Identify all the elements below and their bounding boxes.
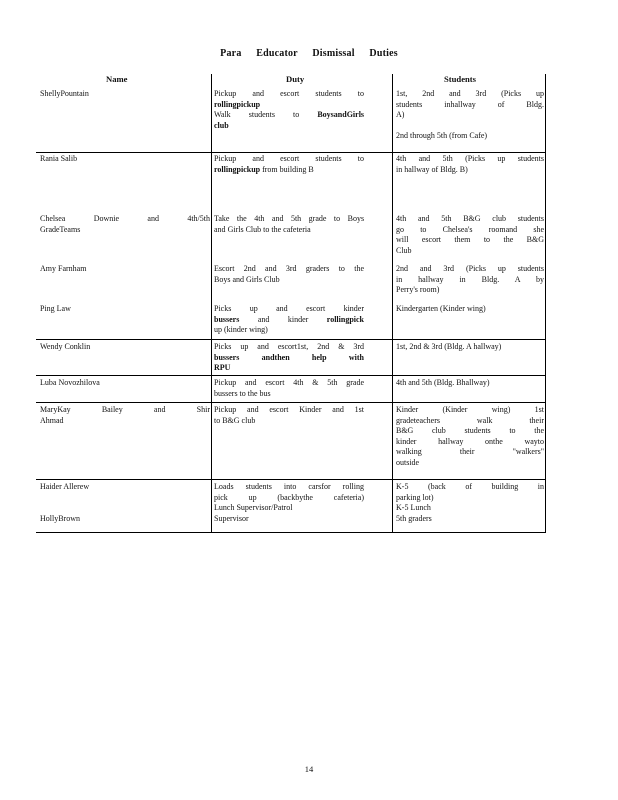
row-3-duty-cell	[214, 214, 364, 235]
row-9-students-cell	[396, 482, 544, 524]
row-6-students-cell	[396, 342, 544, 353]
duty-line: and Girls Club to the cafeteria	[214, 224, 311, 234]
row-2-students-cell	[396, 154, 544, 175]
students-line: in hallway in Bldg. A by	[396, 274, 544, 284]
row-8-students-cell	[396, 405, 544, 468]
duty-line: Pickup and escort students to	[214, 154, 364, 163]
students-line: 4th and 5th (Bldg. Bhallway)	[396, 378, 490, 387]
name-line	[40, 503, 210, 514]
duty-line: up (kinder wing)	[214, 325, 268, 334]
row-separator	[36, 339, 546, 340]
duty-line: bussers andthen help with	[214, 352, 364, 362]
name-line: ShellyPountain	[40, 89, 89, 98]
students-line: in hallway of Bldg. B)	[396, 164, 468, 174]
row-1-students-cell	[396, 89, 544, 142]
duty-line: RPU	[214, 363, 231, 372]
row-1-duty-cell	[214, 89, 364, 131]
duty-line: Picks up and escort kinder	[214, 304, 365, 313]
row-2-duty-cell	[214, 154, 364, 175]
students-line: kinder hallway onthe wayto	[396, 436, 544, 446]
duty-line: Pickup and escort Kinder and 1st	[214, 405, 364, 414]
page-title: Para Educator Dismissal Duties	[220, 48, 398, 59]
row-separator	[36, 402, 546, 403]
row-2-name-cell	[40, 154, 210, 165]
row-5-duty-cell	[214, 304, 364, 336]
name-line: Rania Salib	[40, 154, 78, 163]
students-line: Club	[396, 245, 412, 255]
row-5-students-cell	[396, 304, 544, 315]
name-line: Ping Law	[40, 304, 71, 313]
column-divider-2	[392, 74, 393, 533]
row-6-name-cell	[40, 342, 210, 353]
duty-line: Pickup and escort students to	[214, 89, 364, 98]
duty-line: rollingpickup	[214, 99, 261, 109]
column-divider-3	[545, 74, 546, 533]
name-line: Wendy Conklin	[40, 342, 91, 351]
name-line: Luba Novozhilova	[40, 378, 100, 387]
name-line: Haider Allerew	[40, 482, 90, 491]
row-9-duty-cell	[214, 482, 364, 524]
students-line: go to Chelsea's roomand she	[396, 224, 544, 234]
row-4-name-cell	[40, 264, 210, 275]
row-6-duty-cell	[214, 342, 364, 374]
header-name: Name	[106, 74, 128, 84]
students-line: K-5 (back of building in	[396, 482, 544, 491]
name-line: GradeTeams	[40, 224, 81, 234]
row-separator	[36, 479, 546, 480]
row-3-name-cell	[40, 214, 210, 235]
students-line: gradeteachers walk their	[396, 415, 544, 425]
duty-line: Supervisor	[214, 513, 249, 523]
header-duty: Duty	[286, 74, 305, 84]
duty-line: club	[214, 120, 229, 130]
duty-line: pick up (backbythe cafeteria)	[214, 492, 364, 502]
name-line: HollyBrown	[40, 513, 80, 523]
name-line	[40, 493, 210, 504]
duty-line: Pickup and escort 4th & 5th grade	[214, 378, 364, 387]
students-line: A)	[396, 110, 405, 119]
students-line: 1st, 2nd & 3rd (Bldg. A hallway)	[396, 342, 502, 351]
duty-line: bussers to the bus	[214, 388, 271, 398]
students-line: Kindergarten (Kinder wing)	[396, 304, 486, 313]
row-7-duty-cell	[214, 378, 364, 399]
duty-line: Walk students to BoysandGirls	[214, 110, 365, 119]
students-line: 1st, 2nd and 3rd (Picks up	[396, 89, 544, 98]
name-line: Amy Farnham	[40, 264, 87, 273]
header-students: Students	[444, 74, 476, 84]
page-number: 14	[304, 764, 314, 774]
students-line: 2nd through 5th (from Cafe)	[396, 131, 488, 140]
row-separator	[36, 152, 546, 153]
students-line: 5th graders	[396, 513, 432, 523]
duty-line: Lunch Supervisor/Patrol	[214, 503, 293, 512]
students-line: Perry's room)	[396, 285, 440, 294]
students-line: students inhallway of Bldg.	[396, 99, 544, 109]
name-line: Ahmad	[40, 415, 64, 425]
duty-line: Boys and Girls Club	[214, 274, 280, 284]
row-8-name-cell	[40, 405, 210, 426]
column-divider-1	[211, 74, 212, 533]
row-4-students-cell	[396, 264, 544, 296]
duty-line: Loads students into carsfor rolling	[214, 482, 364, 491]
row-7-students-cell	[396, 378, 544, 389]
duty-line: rollingpickup from building B	[214, 164, 314, 174]
row-4-duty-cell	[214, 264, 364, 285]
duty-line: Picks up and escort1st, 2nd & 3rd	[214, 342, 365, 351]
row-9-name-cell	[40, 482, 210, 524]
students-line: walking their "walkers"	[396, 447, 544, 456]
students-line	[396, 121, 544, 132]
students-line: outside	[396, 457, 420, 467]
name-line: MaryKay Bailey and Shir	[40, 405, 210, 414]
duty-line: bussers and kinder rollingpick	[214, 314, 364, 324]
students-line: parking lot)	[396, 492, 434, 502]
students-line: 2nd and 3rd (Picks up students	[396, 264, 544, 273]
duty-line: Take the 4th and 5th grade to Boys	[214, 214, 365, 223]
students-line: Kinder (Kinder wing) 1st	[396, 405, 544, 414]
duty-line: to B&G club	[214, 415, 256, 425]
students-line: 4th and 5th (Picks up students	[396, 154, 544, 163]
row-8-duty-cell	[214, 405, 364, 426]
students-line: will escort them to the B&G	[396, 235, 544, 244]
duty-line: Escort 2nd and 3rd graders to the	[214, 264, 365, 273]
row-1-name-cell	[40, 89, 210, 100]
row-separator	[36, 375, 546, 376]
row-separator	[36, 532, 546, 533]
row-5-name-cell	[40, 304, 210, 315]
students-line: B&G club students to the	[396, 426, 544, 435]
students-line: 4th and 5th B&G club students	[396, 214, 544, 223]
row-7-name-cell	[40, 378, 210, 389]
row-3-students-cell	[396, 214, 544, 256]
students-line: K-5 Lunch	[396, 503, 431, 512]
name-line: Chelsea Downie and 4th/5th	[40, 214, 210, 223]
